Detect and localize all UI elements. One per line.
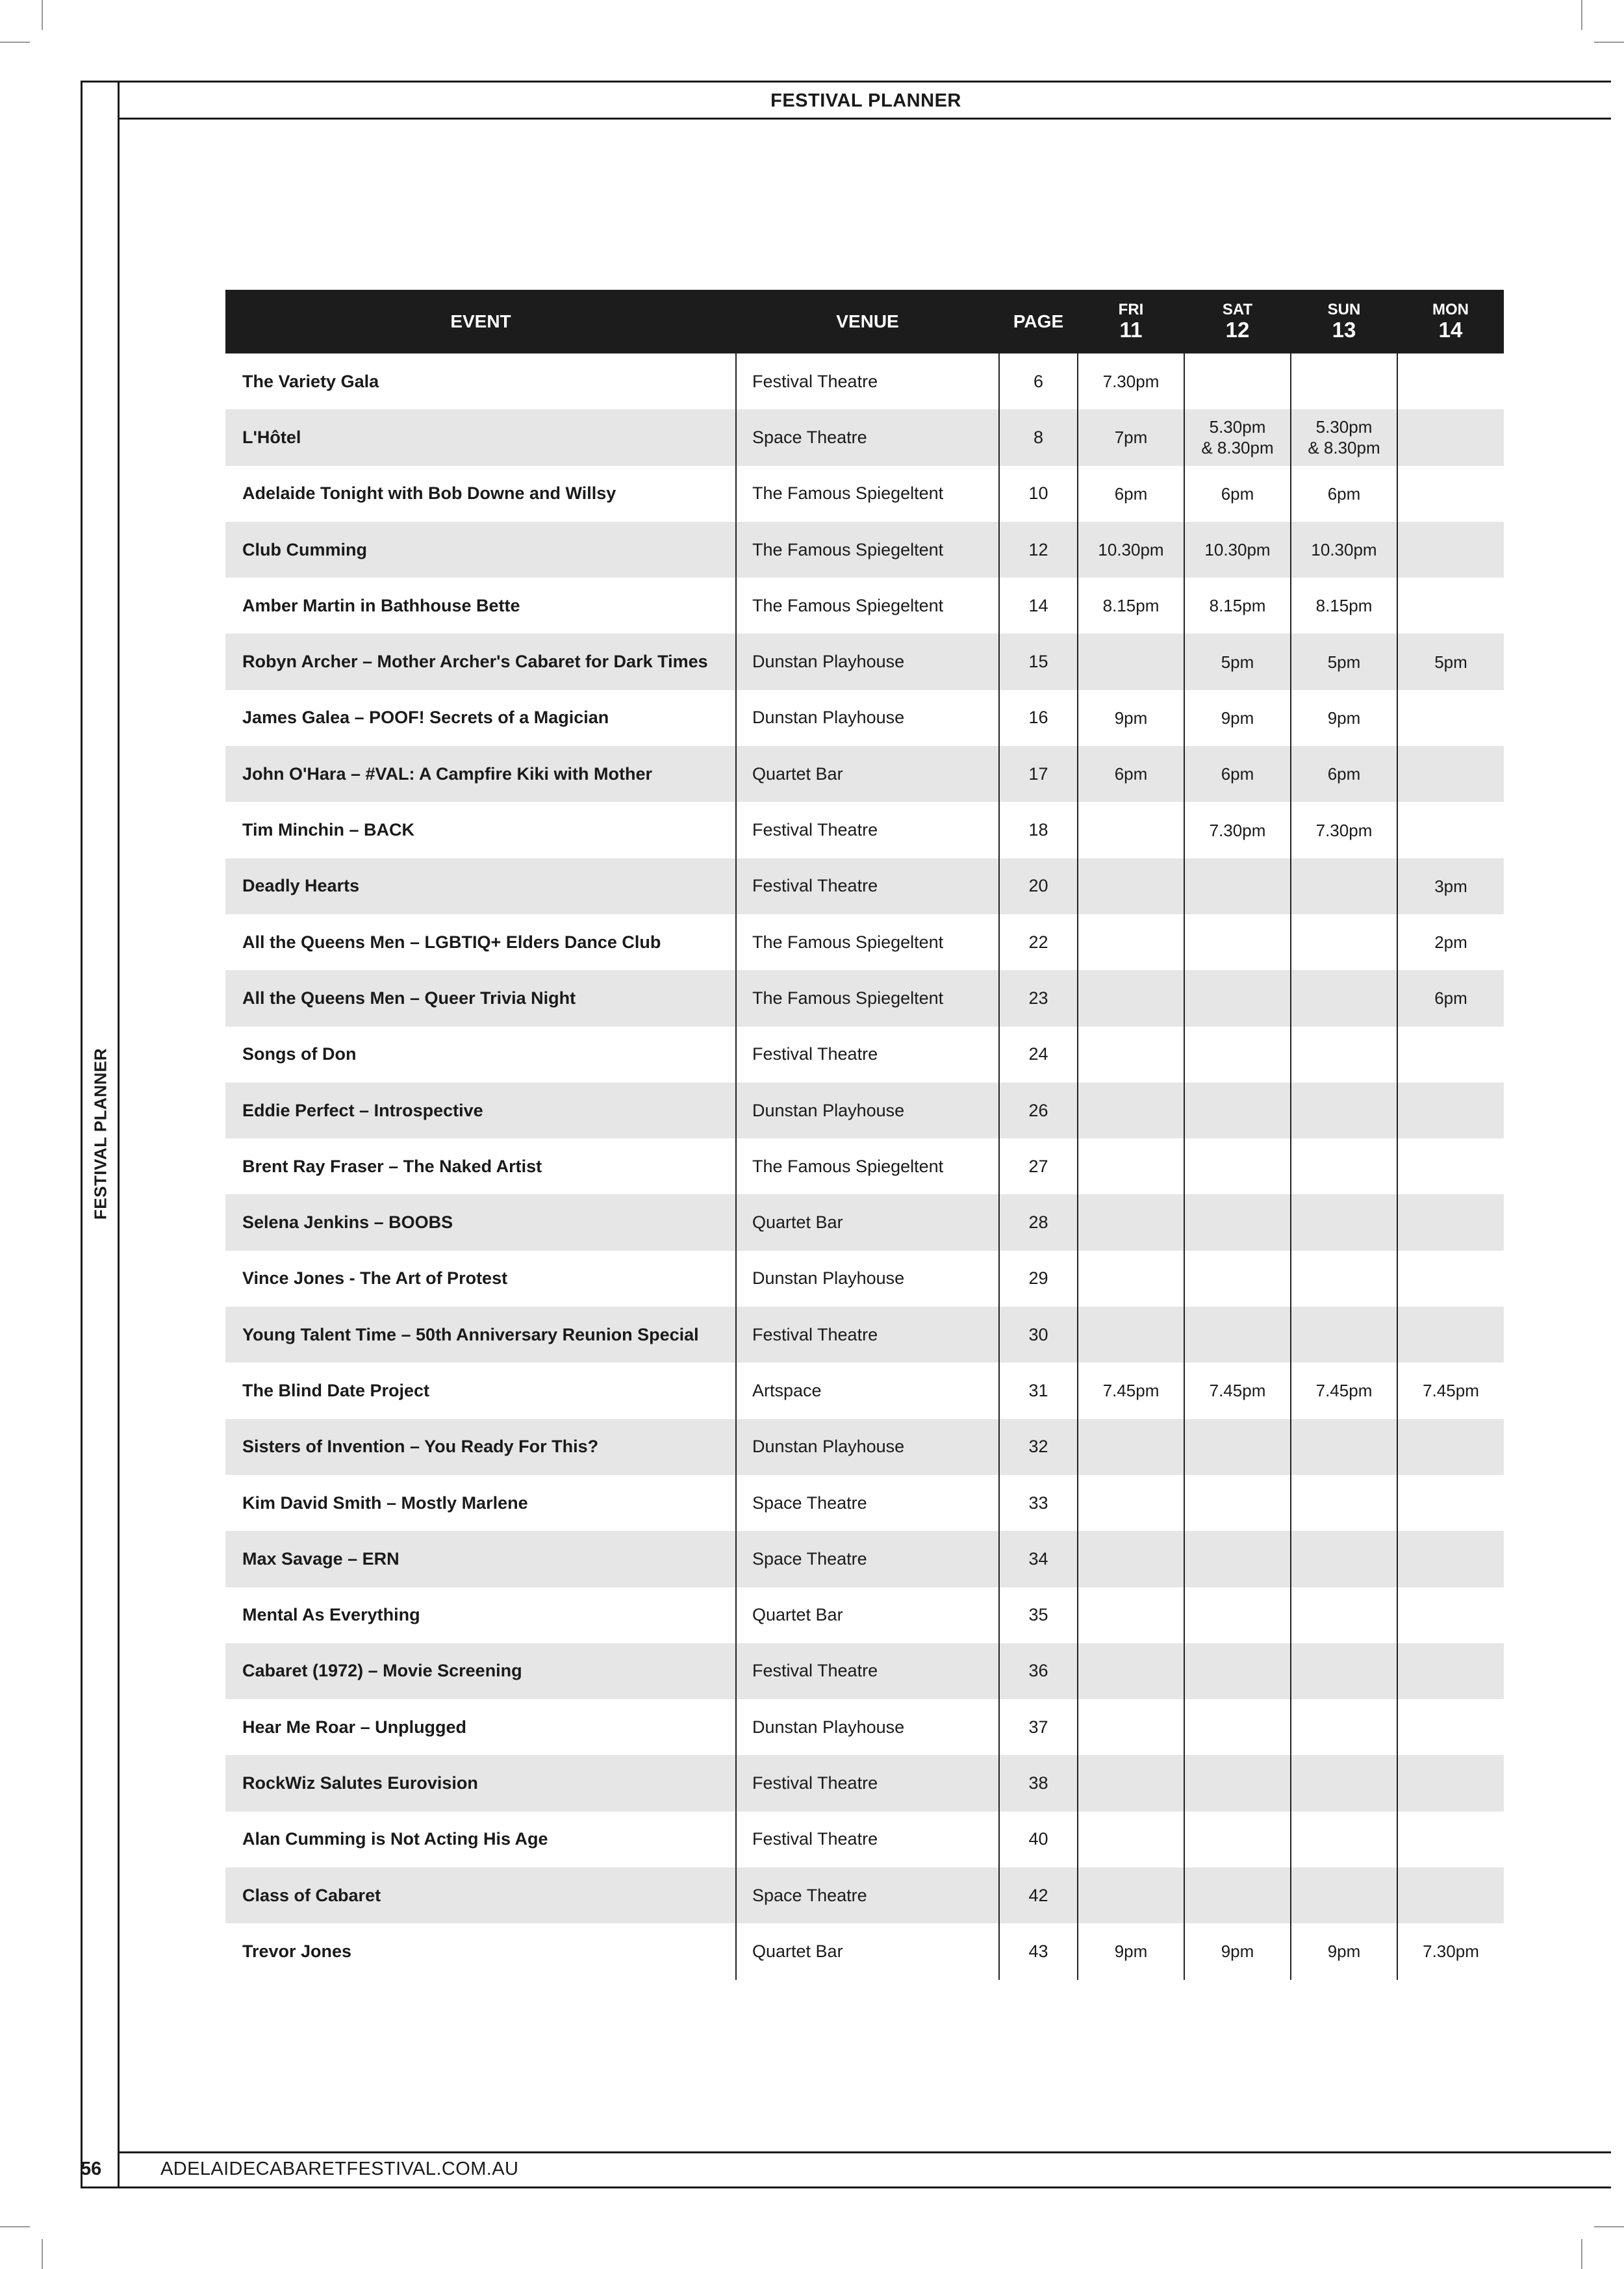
showtime-cell [1291,1307,1397,1363]
showtime-cell: 7.45pm [1423,1381,1479,1401]
crop-mark [1594,2226,1624,2227]
page-number: 56 [81,2159,102,2179]
table-row [225,353,1504,409]
showtime-cell [1291,353,1397,409]
showtime-cell [1078,1307,1184,1363]
event-name-cell: Mental As Everything [225,1587,736,1643]
venue-cell: The Famous Spiegeltent [736,914,999,970]
column-header-venue: VENUE [736,290,999,353]
venue-cell: Space Theatre [736,1531,999,1587]
table-row [225,1363,1504,1418]
day-number: 13 [1332,318,1356,342]
page-cell: 29 [999,1251,1078,1307]
showtime-cell [1078,802,1184,858]
event-name-cell: Amber Martin in Bathhouse Bette [225,578,736,634]
showtime-cell [1291,1643,1397,1699]
table-row [225,1867,1504,1923]
event-name-cell: Adelaide Tonight with Bob Downe and Willsy [225,466,736,522]
venue-cell: Festival Theatre [736,1027,999,1083]
page-cell: 30 [999,1307,1078,1363]
event-name-cell: Max Savage – ERN [225,1531,736,1587]
showtime-cell [1291,1699,1397,1755]
page-cell: 27 [999,1138,1078,1194]
page-cell: 10 [999,466,1078,522]
showtime-cell [1291,1867,1397,1923]
event-name-cell: All the Queens Men – Queer Trivia Night [225,970,736,1026]
showtime-cell [1397,1587,1504,1643]
showtime-cell [1184,914,1291,970]
showtime-cell: 7.30pm [1184,802,1291,858]
showtime-cell: 5pm [1184,634,1291,689]
venue-cell: Dunstan Playhouse [736,1699,999,1755]
venue-cell: Festival Theatre [736,1812,999,1867]
showtime-cell [1397,409,1504,465]
page-cell: 38 [999,1755,1078,1811]
showtime-cell: 10.30pm [1291,522,1397,578]
showtime-cell [1397,1251,1504,1307]
showtime-cell [1397,1812,1504,1867]
showtime-cell: 6pm [1291,466,1397,522]
showtime-cell [1078,1419,1184,1475]
event-name-cell: Brent Ray Fraser – The Naked Artist [225,1138,736,1194]
frame-header-rule [119,118,1611,120]
showtime-cell [1397,1194,1504,1250]
showtime-cell [1291,1419,1397,1475]
showtime-cell [1397,802,1504,858]
showtime-cell [1291,1587,1397,1643]
table-row [225,1419,1504,1475]
page-cell: 24 [999,1027,1078,1083]
showtime-cell: 9pm [1184,1923,1291,1979]
page-cell: 15 [999,634,1078,689]
table-row [225,970,1504,1026]
showtime-cell: 5.30pm & 8.30pm [1291,409,1397,465]
frame-left-rule-outer [81,81,82,2188]
showtime-cell: 7.45pm [1078,1363,1184,1418]
showtime-cell [1184,1699,1291,1755]
table-row [225,578,1504,634]
showtime-cell [1397,746,1504,802]
showtime-cell [1291,1138,1397,1194]
showtime-cell [1078,634,1184,689]
page-cell: 26 [999,1083,1078,1138]
table-row [225,522,1504,578]
showtime-cell: 7.45pm [1184,1363,1291,1418]
event-name-cell: Cabaret (1972) – Movie Screening [225,1643,736,1699]
page-cell: 43 [999,1923,1078,1979]
venue-cell: Festival Theatre [736,802,999,858]
showtime-cell: 8.15pm [1291,578,1397,634]
venue-cell: Quartet Bar [736,1194,999,1250]
table-row [225,466,1504,522]
event-name-cell: Tim Minchin – BACK [225,802,736,858]
event-name-cell: Selena Jenkins – BOOBS [225,1194,736,1250]
crop-mark [0,42,30,43]
showtime-cell [1184,1531,1291,1587]
showtime-cell [1078,1812,1184,1867]
frame-left-rule-inner [118,81,120,2188]
venue-cell: The Famous Spiegeltent [736,578,999,634]
table-row [225,634,1504,689]
page-cell: 6 [999,353,1078,409]
showtime-cell [1291,1531,1397,1587]
page-cell: 28 [999,1194,1078,1250]
showtime-cell: 5pm [1291,634,1397,689]
showtime-cell: 8.15pm [1184,578,1291,634]
event-name-cell: Hear Me Roar – Unplugged [225,1699,736,1755]
showtime-cell: 7pm [1078,409,1184,465]
showtime-cell: 7.30pm [1423,1942,1479,1962]
table-row [225,1307,1504,1363]
showtime-cell: 8.15pm [1078,578,1184,634]
day-of-week: SAT [1222,301,1253,318]
showtime-cell [1078,1475,1184,1531]
venue-cell: Quartet Bar [736,746,999,802]
showtime-cell [1184,1083,1291,1138]
showtime-cell: 6pm [1078,466,1184,522]
venue-cell: Dunstan Playhouse [736,1419,999,1475]
table-row [225,1923,1504,1979]
table-row [225,1643,1504,1699]
showtime-cell [1078,1699,1184,1755]
table-row [225,858,1504,914]
event-name-cell: RockWiz Salutes Eurovision [225,1755,736,1811]
showtime-cell [1291,1083,1397,1138]
venue-cell: Dunstan Playhouse [736,1251,999,1307]
showtime-cell: 5pm [1397,634,1504,689]
page-cell: 8 [999,409,1078,465]
showtime-cell [1291,1027,1397,1083]
showtime-cell [1291,970,1397,1026]
showtime-cell: 6pm [1291,746,1397,802]
table-row [225,409,1504,465]
showtime-cell [1184,353,1291,409]
page-cell: 20 [999,858,1078,914]
showtime-cell [1184,1812,1291,1867]
page-cell: 16 [999,690,1078,746]
page-cell: 23 [999,970,1078,1026]
event-name-cell: Songs of Don [225,1027,736,1083]
showtime-cell [1078,1194,1184,1250]
crop-mark [1594,42,1624,43]
festival-planner-table [225,290,1504,1980]
venue-cell: Space Theatre [736,1867,999,1923]
venue-cell: Space Theatre [736,409,999,465]
column-header-event: EVENT [225,290,736,353]
showtime-cell: 7.30pm [1291,802,1397,858]
event-name-cell: Deadly Hearts [225,858,736,914]
frame-footer-rule-bottom [81,2186,1611,2188]
venue-cell: Festival Theatre [736,1643,999,1699]
side-section-label: FESTIVAL PLANNER [90,1047,110,1220]
page-cell: 22 [999,914,1078,970]
venue-cell: Dunstan Playhouse [736,690,999,746]
showtime-cell [1291,914,1397,970]
table-body [225,353,1504,1980]
page-title: FESTIVAL PLANNER [770,90,961,111]
showtime-cell [1184,970,1291,1026]
event-name-cell: The Blind Date Project [225,1363,736,1418]
venue-cell: The Famous Spiegeltent [736,466,999,522]
venue-cell: Festival Theatre [736,353,999,409]
event-name-cell: Eddie Perfect – Introspective [225,1083,736,1138]
showtime-cell [1291,1194,1397,1250]
page-cell: 17 [999,746,1078,802]
venue-cell: The Famous Spiegeltent [736,970,999,1026]
venue-cell: Dunstan Playhouse [736,634,999,689]
showtime-cell [1291,1812,1397,1867]
showtime-cell [1078,1587,1184,1643]
event-name-cell: Trevor Jones [225,1923,736,1979]
showtime-cell [1184,1755,1291,1811]
page-cell: 36 [999,1643,1078,1699]
page-cell: 42 [999,1867,1078,1923]
venue-cell: Festival Theatre [736,858,999,914]
showtime-cell: 9pm [1078,1923,1184,1979]
crop-mark [1581,2239,1582,2269]
event-name-cell: Robyn Archer – Mother Archer's Cabaret for Dark Times [225,634,736,689]
showtime-cell [1078,1755,1184,1811]
event-name-cell: All the Queens Men – LGBTIQ+ Elders Dance Club [225,914,736,970]
showtime-cell: 9pm [1291,1923,1397,1979]
showtime-cell: 5.30pm & 8.30pm [1184,409,1291,465]
showtime-cell [1078,1083,1184,1138]
column-header-day [1184,290,1291,353]
showtime-cell [1397,1475,1504,1531]
showtime-cell: 7.30pm [1078,353,1184,409]
page-cell: 33 [999,1475,1078,1531]
showtime-cell [1397,353,1504,409]
showtime-cell [1397,578,1504,634]
showtime-cell [1291,1755,1397,1811]
page-cell: 32 [999,1419,1078,1475]
table-row [225,1755,1504,1811]
page-cell: 18 [999,802,1078,858]
showtime-cell: 6pm [1397,970,1504,1026]
showtime-cell [1397,1083,1504,1138]
crop-mark [42,2239,43,2269]
table-row [225,1812,1504,1867]
showtime-cell [1397,1138,1504,1194]
showtime-cell: 6pm [1184,466,1291,522]
page-cell: 34 [999,1531,1078,1587]
event-name-cell: The Variety Gala [225,353,736,409]
showtime-cell: 9pm [1078,690,1184,746]
event-name-cell: Vince Jones - The Art of Protest [225,1251,736,1307]
showtime-cell: 9pm [1184,690,1291,746]
showtime-cell: 9pm [1291,690,1397,746]
event-name-cell: Sisters of Invention – You Ready For This? [225,1419,736,1475]
showtime-cell [1397,1307,1504,1363]
event-name-cell: L'Hôtel [225,409,736,465]
showtime-cell: 3pm [1397,858,1504,914]
table-row [225,1138,1504,1194]
showtime-cell [1397,690,1504,746]
showtime-cell [1078,858,1184,914]
venue-cell: The Famous Spiegeltent [736,1138,999,1194]
showtime-cell [1397,1419,1504,1475]
page-cell: 35 [999,1587,1078,1643]
showtime-cell [1397,466,1504,522]
showtime-cell [1397,1699,1504,1755]
website-url: ADELAIDECABARETFESTIVAL.COM.AU [160,2159,519,2179]
page-cell: 31 [999,1363,1078,1418]
day-of-week: FRI [1118,301,1144,318]
showtime-cell [1078,1867,1184,1923]
showtime-cell [1184,1419,1291,1475]
showtime-cell: 10.30pm [1184,522,1291,578]
showtime-cell [1184,1251,1291,1307]
event-name-cell: Young Talent Time – 50th Anniversary Reunion Special [225,1307,736,1363]
page-cell: 40 [999,1812,1078,1867]
showtime-cell [1291,1251,1397,1307]
venue-cell: Artspace [736,1363,999,1418]
venue-cell: Festival Theatre [736,1755,999,1811]
table-row [225,746,1504,802]
day-of-week: SUN [1327,301,1361,318]
showtime-cell [1184,1643,1291,1699]
showtime-cell [1397,1643,1504,1699]
showtime-cell [1078,970,1184,1026]
column-header-day [1397,290,1504,353]
day-number: 14 [1438,318,1463,342]
table-row [225,690,1504,746]
venue-cell: Quartet Bar [736,1923,999,1979]
venue-cell: Quartet Bar [736,1587,999,1643]
showtime-cell [1078,1643,1184,1699]
event-name-cell: Alan Cumming is Not Acting His Age [225,1812,736,1867]
table-row [225,914,1504,970]
showtime-cell [1078,1027,1184,1083]
showtime-cell: 10.30pm [1078,522,1184,578]
showtime-cell [1291,858,1397,914]
showtime-cell [1078,1531,1184,1587]
showtime-cell [1184,1475,1291,1531]
venue-cell: Dunstan Playhouse [736,1083,999,1138]
crop-mark [1581,0,1582,30]
crop-mark [42,0,43,30]
day-of-week: MON [1432,301,1469,318]
table-row [225,1251,1504,1307]
showtime-cell [1078,1251,1184,1307]
showtime-cell [1184,1307,1291,1363]
table-row [225,1587,1504,1643]
page-cell: 37 [999,1699,1078,1755]
showtime-cell [1397,1027,1504,1083]
table-row [225,1194,1504,1250]
showtime-cell [1078,914,1184,970]
showtime-cell: 6pm [1078,746,1184,802]
event-name-cell: Club Cumming [225,522,736,578]
event-name-cell: Class of Cabaret [225,1867,736,1923]
column-header-day [1291,290,1397,353]
showtime-cell [1184,1138,1291,1194]
showtime-cell: 7.45pm [1291,1363,1397,1418]
frame-footer-rule-top [119,2151,1611,2153]
day-number: 12 [1225,318,1250,342]
showtime-cell [1397,522,1504,578]
showtime-cell: 2pm [1434,932,1467,953]
venue-cell: Space Theatre [736,1475,999,1531]
venue-cell: The Famous Spiegeltent [736,522,999,578]
column-header-page: PAGE [999,290,1078,353]
event-name-cell: James Galea – POOF! Secrets of a Magician [225,690,736,746]
table-row [225,1027,1504,1083]
showtime-cell [1184,858,1291,914]
showtime-cell [1397,1531,1504,1587]
showtime-cell: 6pm [1184,746,1291,802]
showtime-cell [1184,1027,1291,1083]
frame-top-rule [81,81,1611,83]
table-row [225,1083,1504,1138]
event-name-cell: John O'Hara – #VAL: A Campfire Kiki with Mother [225,746,736,802]
table-header-row [225,290,1504,353]
showtime-cell [1397,1755,1504,1811]
table-row [225,1475,1504,1531]
day-number: 11 [1119,318,1143,342]
page-cell: 14 [999,578,1078,634]
table-row [225,1699,1504,1755]
table-row [225,1531,1504,1587]
showtime-cell [1184,1867,1291,1923]
crop-mark [0,2226,30,2227]
event-name-cell: Kim David Smith – Mostly Marlene [225,1475,736,1531]
venue-cell: Festival Theatre [736,1307,999,1363]
showtime-cell [1397,1867,1504,1923]
showtime-cell [1078,1138,1184,1194]
column-header-day [1078,290,1184,353]
table-row [225,802,1504,858]
showtime-cell [1184,1194,1291,1250]
showtime-cell [1291,1475,1397,1531]
page-cell: 12 [999,522,1078,578]
showtime-cell [1184,1587,1291,1643]
